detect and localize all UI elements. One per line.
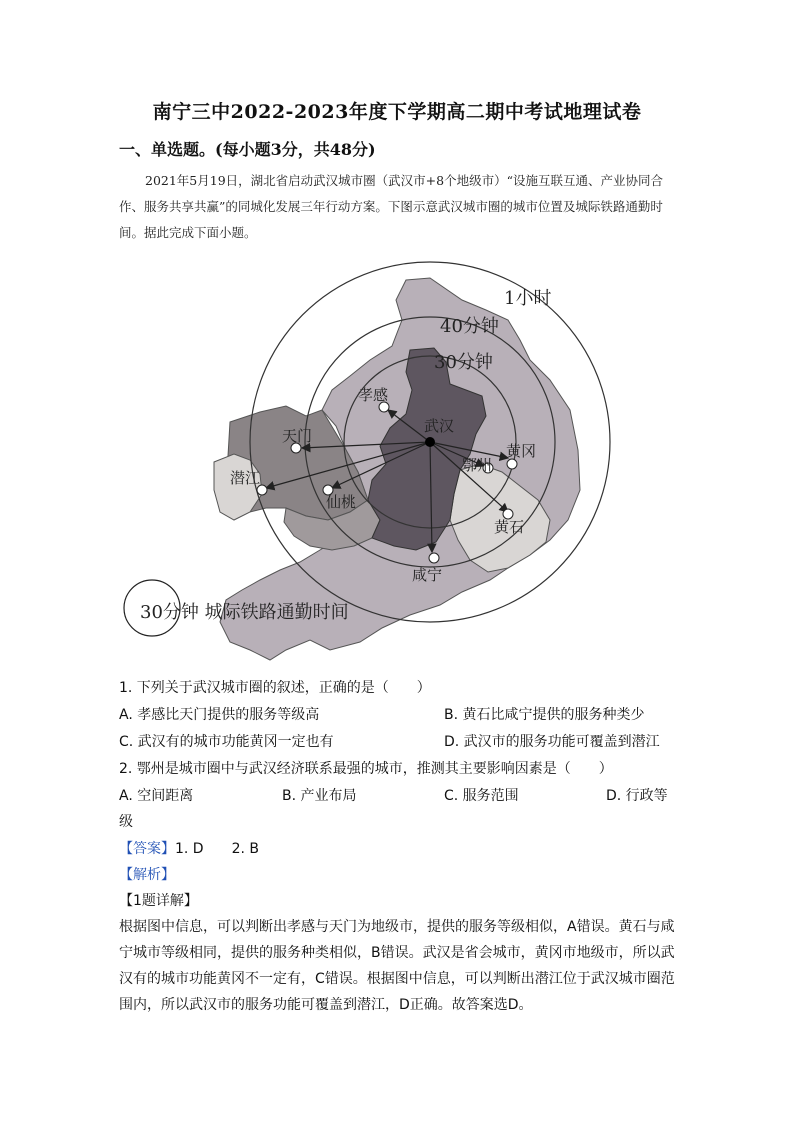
q1-option-a: A. 孝感比天门提供的服务等级高 <box>119 707 320 723</box>
city-label-xianning: 咸宁 <box>412 566 443 584</box>
q2-option-c: C. 服务范围 <box>444 788 519 804</box>
city-label-huangshi: 黄石 <box>494 518 525 536</box>
answer-text: 1. D 2. B <box>175 841 259 857</box>
q2-option-d-wrap: 级 <box>119 814 133 830</box>
analysis-label: 【解析】 <box>119 867 175 883</box>
answer-label: 【答案】 <box>119 841 175 857</box>
intro-paragraph: 2021年5月19日，湖北省启动武汉城市圈（武汉市+8个地级市）“设施互联互通、产业协同合作、服务共享共赢”的同城化发展三年行动方案。下图示意武汉城市圈的城市位置及城际铁路通勤时间。据此完成下面小题。 <box>119 173 663 240</box>
answer-line <box>119 838 259 858</box>
city-label-huanggang: 黄冈 <box>506 442 537 460</box>
ring-label-40min: 40分钟 <box>440 316 499 337</box>
detail-text: 根据图中信息，可以判断出孝感与天门为地级市，提供的服务等级相似，A错误。黄石与咸宁城市等级相同，提供的服务种类相似，B错误。武汉是省会城市，黄冈市地级市，所以武汉有的城市功能黄冈不一定有，C错误。根据图中信息，可以判断出潜江位于武汉城市圈范围内，所以武汉市的服务功能可覆盖到潜江，D正确。故答案选D。 <box>119 919 675 1013</box>
q1-option-b: B. 黄石比咸宁提供的服务种类少 <box>444 707 645 723</box>
q2-option-b: B. 产业布局 <box>282 788 357 804</box>
city-label-xiantao: 仙桃 <box>326 493 357 511</box>
city-label-xiaogan: 孝感 <box>358 386 389 404</box>
page-title: 南宁三中2022-2023年度下学期高二期中考试地理试卷 <box>152 101 642 123</box>
section-heading: 一、单选题。(每小题3分，共48分) <box>119 140 376 159</box>
q2-option-d: D. 行政等 <box>606 788 668 804</box>
ring-label-30min: 30分钟 <box>434 352 493 373</box>
ring-label-1h: 1小时 <box>504 288 552 309</box>
wuhan-city-circle-map <box>110 250 670 670</box>
q1-option-c: C. 武汉有的城市功能黄冈一定也有 <box>119 734 334 750</box>
city-wuhan-marker <box>425 437 435 447</box>
q1-option-d: D. 武汉市的服务功能可覆盖到潜江 <box>444 734 660 750</box>
q2-option-a: A. 空间距离 <box>119 788 194 804</box>
q1-stem: 1. 下列关于武汉城市圈的叙述，正确的是（ ） <box>119 680 431 696</box>
detail-label: 【1题详解】 <box>119 893 198 909</box>
city-xianning-marker <box>429 553 439 563</box>
city-label-tianmen: 天门 <box>282 427 313 445</box>
city-label-qianjiang: 潜江 <box>230 469 261 487</box>
legend-label: 30分钟 城际铁路通勤时间 <box>140 602 349 623</box>
city-label-wuhan: 武汉 <box>424 417 455 435</box>
q2-stem: 2. 鄂州是城市圈中与武汉经济联系最强的城市，推测其主要影响因素是（ ） <box>119 761 613 777</box>
city-huanggang-marker <box>507 459 517 469</box>
city-label-ezhou: 鄂州 <box>462 456 493 474</box>
